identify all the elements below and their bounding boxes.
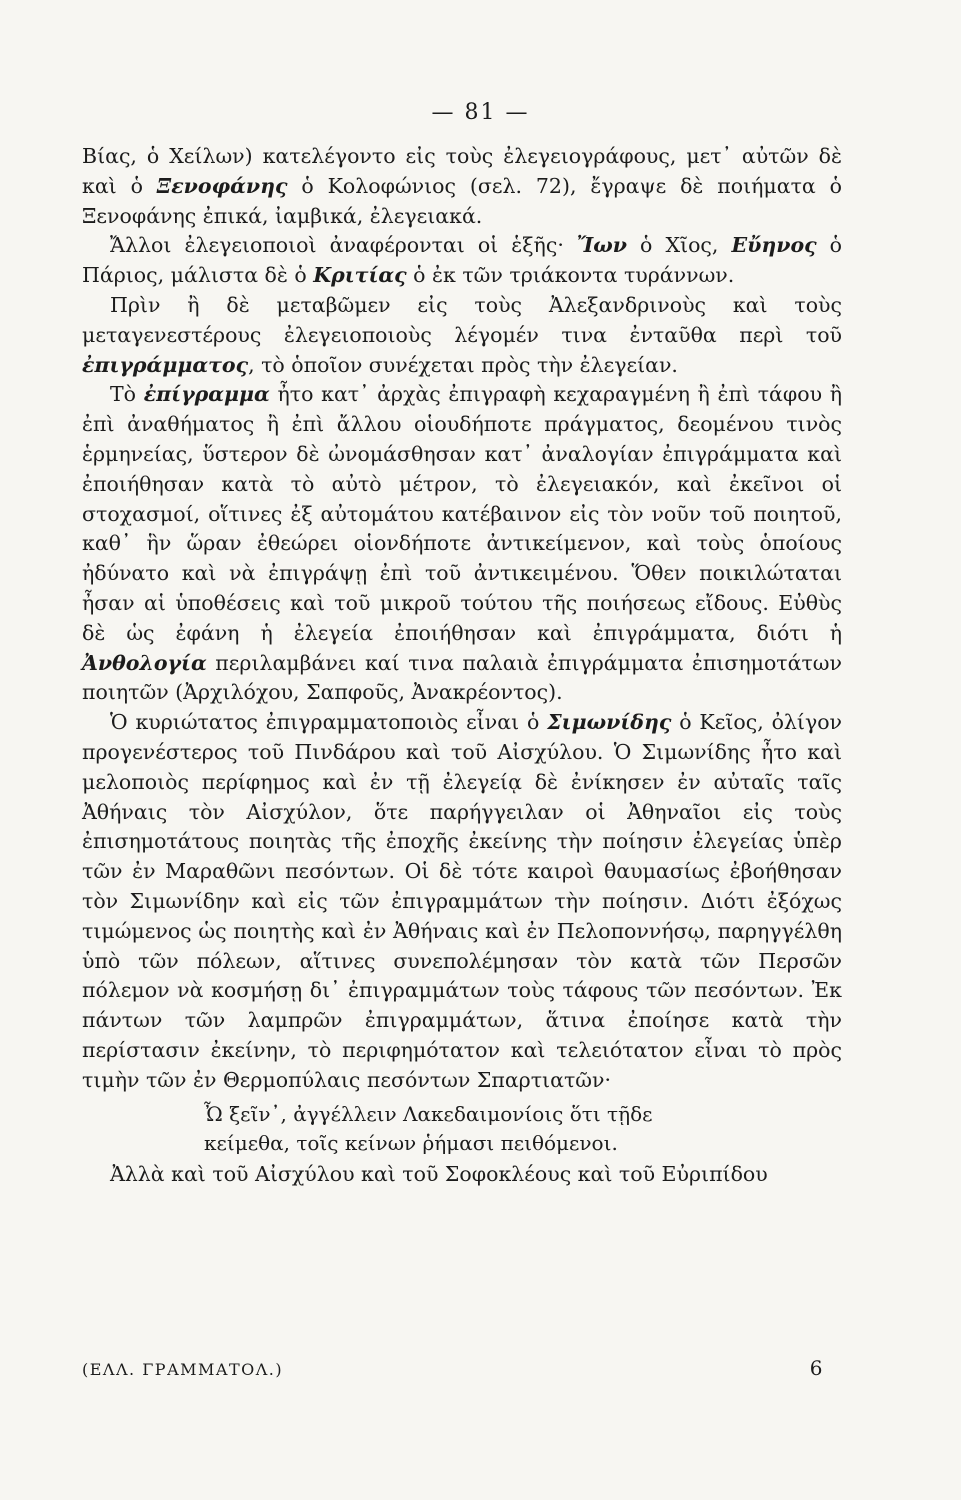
paragraph-2: [82, 231, 842, 291]
paragraph-1: [82, 142, 842, 231]
text-run: Ἄλλοι ἐλεγειοποιοὶ ἀναφέρονται οἱ ἑξῆς·: [110, 233, 577, 258]
text-run: ὁ Χῖος,: [627, 233, 732, 258]
epigram-quote: [82, 1100, 842, 1158]
paragraph-5: [82, 708, 842, 1095]
text-run: ὁ Κολοφώνιος (σελ. 72), ἔγραψε δὲ ποιήματα ὁ Ξενοφάνης ἐπικά, ἰαμβικά, ἐλεγειακά.: [82, 173, 842, 228]
emphasized-term: Εὔηνος: [731, 233, 817, 258]
text-run: περιλαμβάνει καί τινα παλαιὰ ἐπιγράμματα ἐπισημοτάτων ποιητῶν (Ἀρχιλόχου, Σαπφοῦς, Ἀνακρέοντος).: [82, 650, 842, 705]
book-signature: (ΕΛΛ. ΓΡΑΜΜΑΤΟΛ.): [82, 1360, 284, 1379]
emphasized-term: Ἀνθολογία: [82, 650, 207, 675]
text-run: , τὸ ὁποῖον συνέχεται πρὸς τὴν ἐλεγείαν.: [248, 352, 678, 377]
text-run: ἦτο κατ᾽ ἀρχὰς ἐπιγραφὴ κεχαραγμένη ἢ ἐπὶ τάφου ἢ ἐπὶ ἀναθήματος ἢ ἐπὶ ἄλλου οἱουδήποτε πράγματος, δεομένου τινὸς ἑρμηνείας, ὕστερον δὲ ὠνομάσθησαν κατ᾽ ἀναλογίαν ἐπιγράμματα καὶ ἐποιήθησαν κατὰ τὸ αὐτὸ μέτρον, τὸ ἐλεγειακόν, καὶ ἐκεῖνοι οἱ στοχασμοί, οἵτινες ἐξ αὐτομάτου κατέβαινον εἰς τὸν νοῦν τοῦ ποιητοῦ, καθ᾽ ἣν ὥραν ἐθεώρει οἱονδήποτε ἀντικείμενον, καὶ τοὺς ὁποίους ἠδύνατο καὶ νὰ ἐπιγράψῃ ἐπὶ τοῦ ἀντικειμένου. Ὅθεν ποικιλώταται ἦσαν αἱ ὑποθέσεις καὶ τοῦ μικροῦ τούτου τῆς ποιήσεως εἴδους. Εὐθὺς δὲ ὡς ἐφάνη ἡ ἐλεγεία ἐποιήθησαν καὶ ἐπιγράμματα, διότι ἡ: [82, 382, 842, 645]
paragraph-4: [82, 380, 842, 708]
text-run: ὁ Κεῖος, ὀλίγον προγενέστερος τοῦ Πινδάρου καὶ τοῦ Αἰσχύλου. Ὁ Σιμωνίδης ἦτο καὶ μελοποιὸς περίφημος καὶ ἐν τῇ ἐλεγείᾳ δὲ ἐνίκησεν ἐν αὐταῖς ταῖς Ἀθήναις τὸν Αἰσχύλον, ὅτε παρήγγειλαν οἱ Ἀθηναῖοι εἰς τοὺς ἐπισημοτάτους ποιητὰς τῆς ἐποχῆς ἐκείνης τὴν ποίησιν ἐλεγείας ὑπὲρ τῶν ἐν Μαραθῶνι πεσόντων. Οἱ δὲ τότε καιροὶ θαυμασίως ἐβοήθησαν τὸν Σιμωνίδην καὶ εἰς τῶν ἐπιγραμμάτων τὴν ποίησιν. Διότι ἐξόχως τιμώμενος ὡς ποιητὴς καὶ ἐν Ἀθήναις καὶ ἐν Πελοποννήσῳ, παρηγγέλθη ὑπὸ τῶν πόλεων, αἵτινες συνεπολέμησαν τὸν κατὰ τῶν Περσῶν πόλεμον νὰ κοσμήσῃ δι᾽ ἐπιγραμμάτων τοὺς τάφους τῶν πεσόντων. Ἐκ πάντων τῶν λαμπρῶν ἐπιγραμμάτων, ἅτινα ἐποίησε κατὰ τὴν περίστασιν ἐκείνην, τὸ περιφημότατον καὶ τελειότατον εἶναι τὸ πρὸς τιμὴν τῶν ἐν Θερμοπύλαις πεσόντων Σπαρτιατῶν·: [82, 710, 842, 1092]
page-footer: [82, 1356, 842, 1380]
emphasized-term: Ξενοφάνης: [156, 173, 288, 198]
text-run: ὁ Πάριος, μάλιστα δὲ ὁ: [82, 233, 842, 288]
text-run: ὁ ἐκ τῶν τριάκοντα τυράννων.: [406, 263, 735, 288]
emphasized-term: ἐπιγράμματος: [82, 352, 249, 377]
sheet-number: 6: [809, 1356, 824, 1380]
paragraph-3: [82, 291, 842, 380]
epigram-line-1: Ὦ ξεῖν᾽, ἀγγέλλειν Λακεδαιμονίοις ὅτι τῇδε: [204, 1101, 653, 1126]
emphasized-term: Ἴων: [576, 233, 628, 258]
epigram-line-2: κείμεθα, τοῖς κείνων ῥήμασι πειθόμενοι.: [204, 1130, 618, 1155]
text-run: Ὁ κυριώτατος ἐπιγραμματοποιὸς εἶναι ὁ: [110, 710, 548, 735]
text-run: Πρὶν ἢ δὲ μεταβῶμεν εἰς τοὺς Ἀλεξανδρινοὺς καὶ τοὺς μεταγενεστέρους ἐλεγειοποιοὺς λέγομέν τινα ἐνταῦθα περὶ τοῦ: [82, 292, 842, 347]
page-number: — 81 —: [431, 100, 530, 125]
body-text: [82, 142, 842, 1189]
text-run: Τὸ: [110, 382, 144, 407]
paragraph-6: Ἀλλὰ καὶ τοῦ Αἰσχύλου καὶ τοῦ Σοφοκλέους καὶ τοῦ Εὐριπίδου: [110, 1161, 768, 1186]
emphasized-term: Σιμωνίδης: [547, 710, 672, 735]
text-run: Βίας, ὁ Χείλων) κατελέγοντο εἰς τοὺς ἐλεγειογράφους, μετ᾽ αὐτῶν δὲ καὶ ὁ: [82, 144, 842, 198]
emphasized-term: Κριτίας: [313, 263, 407, 288]
emphasized-term: ἐπίγραμμα: [143, 382, 270, 407]
